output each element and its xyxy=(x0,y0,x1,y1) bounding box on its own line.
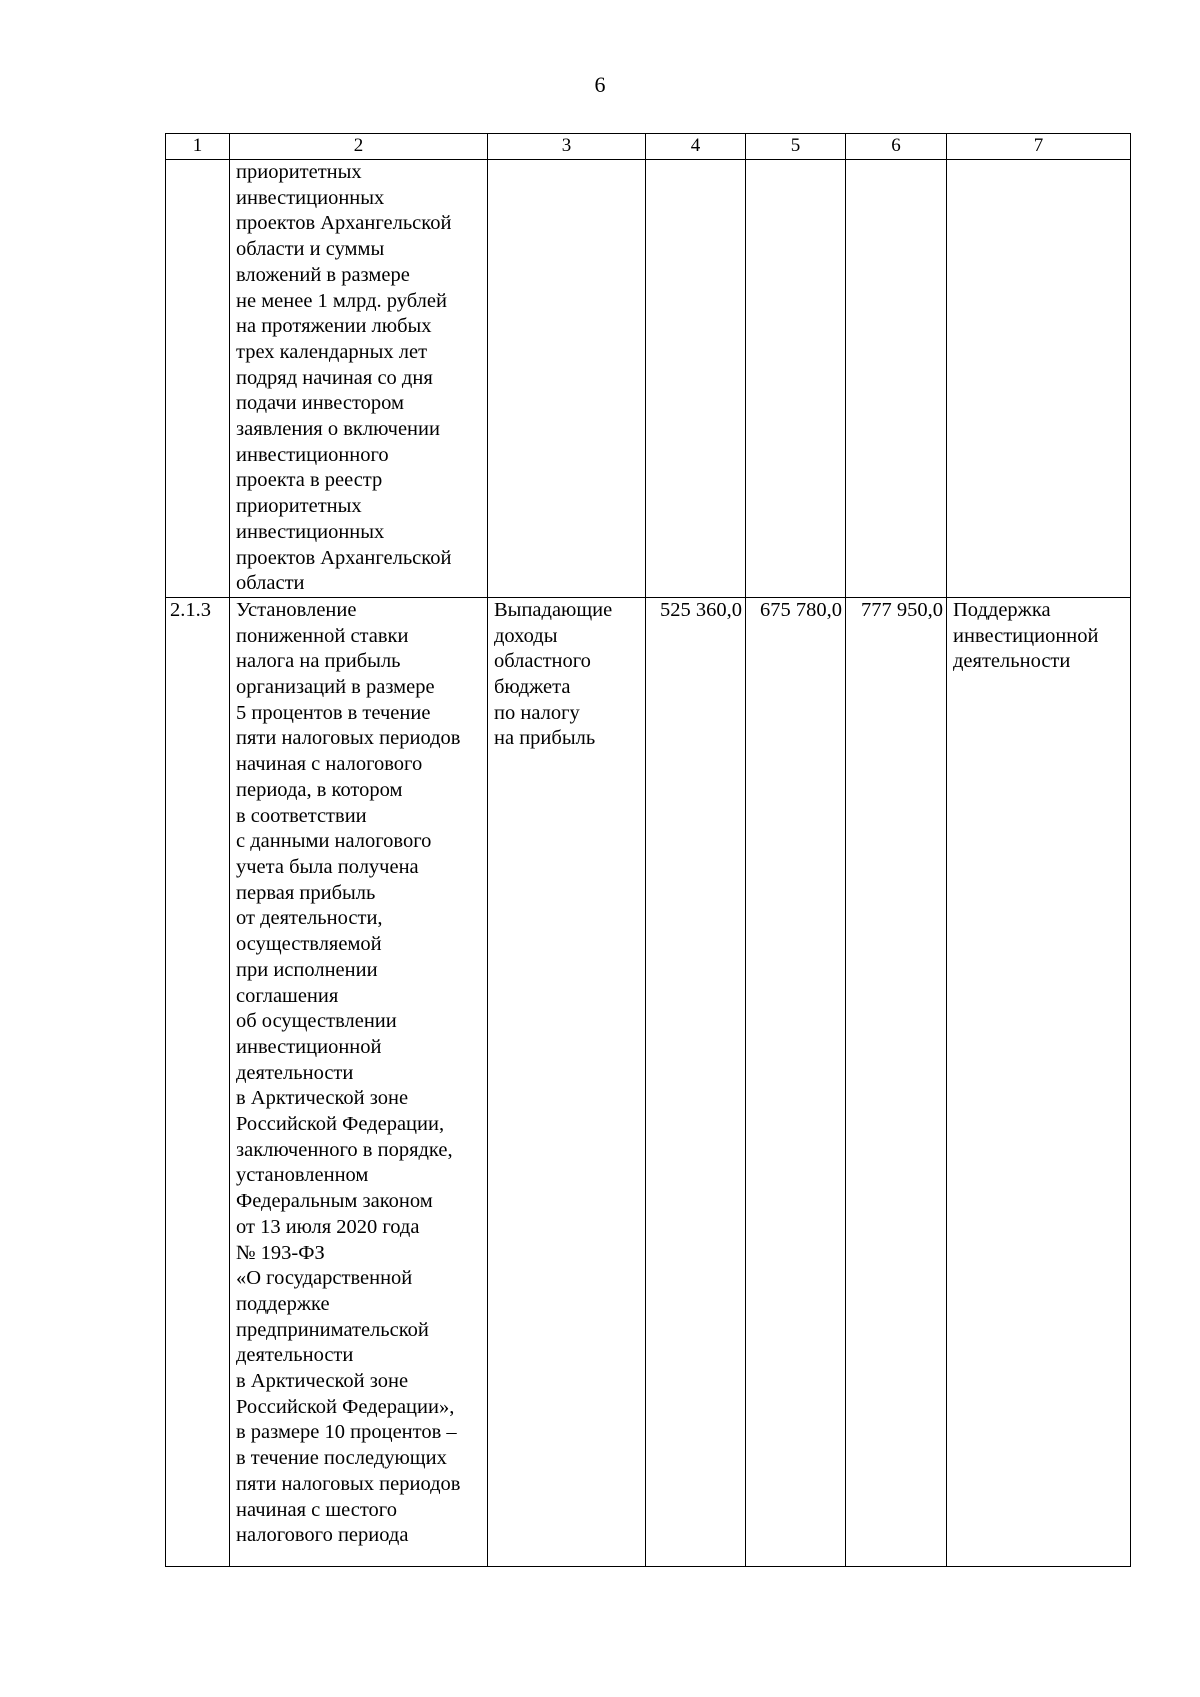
column-header: 1 xyxy=(166,134,230,160)
column-header: 3 xyxy=(488,134,646,160)
row-value-cell: 675 780,0 xyxy=(746,597,846,1566)
table-row xyxy=(166,597,1131,1566)
row-value-cell xyxy=(646,160,746,598)
row-code-cell: 2.1.3 xyxy=(166,597,230,1566)
row-value-cell: 525 360,0 xyxy=(646,597,746,1566)
row-value-cell xyxy=(846,160,947,598)
column-header: 2 xyxy=(230,134,488,160)
row-code-cell xyxy=(166,160,230,598)
row-purpose-cell xyxy=(947,160,1131,598)
row-description-cell: Установление пониженной ставки налога на прибыль организаций в размере 5 процентов в течение пяти налоговых периодов начиная с налогового периода, в котором в соответствии с данными налогового учета была получена первая прибыль от деятельности, осуществляемой при исполнении соглашения об осуществлении инвестиционной деятельности в Арктической зоне Российской Федерации, заключенного в порядке, установленном Федеральным законом от 13 июля 2020 года № 193-ФЗ «О государственной поддержке предпринимательской деятельности в Арктической зоне Российской Федерации», в размере 10 процентов – в течение последующих пяти налоговых периодов начиная с шестого налогового периода xyxy=(230,597,488,1566)
table-row xyxy=(166,160,1131,598)
column-header: 4 xyxy=(646,134,746,160)
page-number: 6 xyxy=(594,72,606,97)
row-purpose-cell: Поддержка инвестиционной деятельности xyxy=(947,597,1131,1566)
budget-table xyxy=(165,133,1131,1567)
row-indicator-cell: Выпадающие доходы областного бюджета по налогу на прибыль xyxy=(488,597,646,1566)
column-header: 6 xyxy=(846,134,947,160)
column-header: 7 xyxy=(947,134,1131,160)
column-header: 5 xyxy=(746,134,846,160)
row-indicator-cell xyxy=(488,160,646,598)
row-value-cell: 777 950,0 xyxy=(846,597,947,1566)
row-value-cell xyxy=(746,160,846,598)
table-header-row xyxy=(166,134,1131,160)
row-description-cell: приоритетных инвестиционных проектов Архангельской области и суммы вложений в размере не менее 1 млрд. рублей на протяжении любых трех календарных лет подряд начиная со дня подачи инвестором заявления о включении инвестиционного проекта в реестр приоритетных инвестиционных проектов Архангельской области xyxy=(230,160,488,598)
